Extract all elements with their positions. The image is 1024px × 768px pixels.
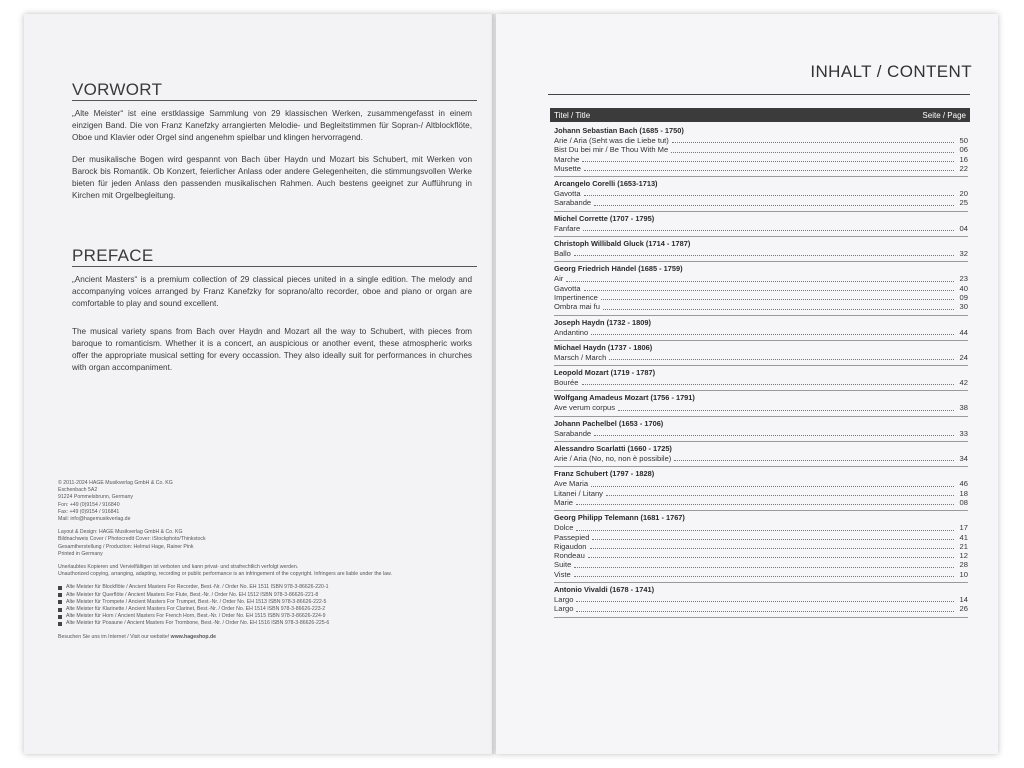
edition-item: [58, 584, 478, 591]
page-number: 30: [959, 302, 968, 312]
piece-title: Dolce: [554, 523, 574, 533]
page-number: 46: [959, 479, 968, 489]
piece-title: Viste: [554, 569, 571, 579]
bullet-square-icon: [58, 586, 62, 590]
dot-leader: [671, 152, 954, 153]
dot-leader: [584, 290, 954, 291]
page-number: 23: [959, 274, 968, 284]
table-of-contents: [554, 124, 968, 618]
composer-name: Antonio Vivaldi (1678 - 1741): [554, 585, 655, 595]
edition-text: Alte Meister für Querflöte / Ancient Masters For Flute, Best.-Nr. / Order No. EH 1512 ISBN 978-3-86626-221-8: [66, 591, 319, 598]
left-page: [24, 14, 494, 754]
toc-entry: [554, 523, 968, 532]
edition-item: [58, 613, 478, 620]
preface-paragraph-2: The musical variety spans from Bach over Haydn and Mozart all the way to Schubert, with pieces from baroque to romanticism. Whether it is a concert, an auspicious or another event, these atmospheric works offer the appropriate musical setting for every occassion. They also ideally suit for performances in churches with organ accompaniment.: [72, 327, 472, 372]
piece-title: Air: [554, 274, 564, 284]
bullet-square-icon: [58, 608, 62, 612]
bullet-square-icon: [58, 600, 62, 604]
toc-entry: [554, 533, 968, 542]
toc-entry: [554, 189, 968, 198]
composer-block: [554, 391, 968, 416]
toc-entry: [554, 164, 968, 173]
composer-block: [554, 442, 968, 467]
dot-leader: [583, 230, 954, 231]
dot-leader: [672, 142, 954, 143]
composer-block: [554, 124, 968, 177]
toc-entry: [554, 604, 968, 613]
imprint-line: 91224 Pommelsbrunn, Germany: [58, 494, 133, 501]
piece-title: Sarabande: [554, 198, 592, 208]
page-number: 33: [959, 428, 968, 438]
composer-name: Georg Philipp Telemann (1681 - 1767): [554, 513, 685, 523]
edition-text: Alte Meister für Blockflöte / Ancient Masters For Recorder, Best.-Nr. / Order No. EH 1511 ISBN 978-3-86626-220-1: [66, 584, 329, 591]
toc-entry: [554, 302, 968, 311]
page-number: 04: [959, 223, 968, 233]
page-number: 38: [959, 403, 968, 413]
toc-header: [550, 108, 970, 122]
toc-entry: [554, 293, 968, 302]
vorwort-paragraph-2: Der musikalische Bogen wird gespannt von Bach über Haydn und Mozart bis Schubert, mit Werken von Barock bis Romantik. Ob Konzert, feierlicher Anlass oder andere Gelegenheiten, die stimmungsvollen Werke bieten für jeden Anlass den passenden musikalischen Rahmen. Auch bestens geeignet zur Aufführung in Kirchen mit Orgelbegleitung.: [72, 155, 472, 200]
dot-leader: [591, 486, 954, 487]
imprint: [58, 480, 478, 641]
page-number: 40: [959, 283, 968, 293]
page-number: 09: [959, 292, 968, 302]
composer-block: [554, 341, 968, 366]
imprint-line: Printed in Germany: [58, 550, 103, 557]
page-number: 18: [959, 488, 968, 498]
composer-block: [554, 417, 968, 442]
composer-name: Michael Haydn (1737 - 1806): [554, 342, 653, 352]
piece-title: Sarabande: [554, 428, 592, 438]
piece-title: Marie: [554, 497, 573, 507]
composer-block: [554, 177, 968, 212]
page-number: 50: [959, 136, 968, 145]
piece-title: Ombra mai fu: [554, 302, 600, 312]
page-number: 06: [959, 145, 968, 155]
piece-title: Gavotta: [554, 189, 581, 199]
composer-block: [554, 583, 968, 618]
page-number: 32: [959, 249, 968, 259]
composer-block: [554, 212, 968, 237]
bullet-square-icon: [58, 622, 62, 626]
composer-name: Joseph Haydn (1732 - 1809): [554, 317, 651, 327]
piece-title: Ballo: [554, 249, 571, 259]
contents-rule: [548, 94, 970, 95]
dot-leader: [591, 334, 954, 335]
dot-leader: [603, 309, 954, 310]
page-number: 12: [959, 551, 968, 561]
piece-title: Rondeau: [554, 551, 585, 561]
preface-paragraph-1: „Ancient Masters“ is a premium collection of 29 classical pieces united in a single edition. The melody and accompanying voices arranged by Franz Kanefzky for soprano/alto recorder, oboe and piano or organ are comfortable to play and sound excellent.: [72, 275, 472, 308]
page-number: 34: [959, 454, 968, 464]
page-number: 20: [959, 189, 968, 199]
toc-entry: [554, 498, 968, 507]
imprint-line: © 2011-2024 HAGE Musikverlag GmbH & Co. KG: [58, 480, 173, 486]
toc-header-title: Titel / Title: [554, 110, 591, 120]
edition-text: Alte Meister für Posaune / Ancient Masters For Trombone, Best.-Nr. / Order No. EH 1516 ISBN 978-3-86626-225-6: [66, 620, 330, 627]
page-number: 42: [959, 378, 968, 388]
composer-name: Johann Sebastian Bach (1685 - 1750): [554, 126, 684, 135]
edition-item: [58, 592, 478, 599]
imprint-line: Eschenbach 5A2: [58, 487, 98, 494]
piece-title: Bourée: [554, 378, 579, 388]
toc-entry: [554, 328, 968, 337]
composer-block: [554, 237, 968, 262]
dot-leader: [582, 161, 954, 162]
dot-leader: [606, 495, 954, 496]
piece-title: Ave Maria: [554, 479, 589, 489]
dot-leader: [584, 195, 954, 196]
piece-title: Impertinence: [554, 292, 598, 302]
piece-title: Andantino: [554, 327, 589, 337]
composer-block: [554, 366, 968, 391]
toc-entry: [554, 570, 968, 579]
visit-text: Besuchen Sie uns im Internet / Visit our website!: [58, 633, 170, 640]
page-number: 44: [959, 327, 968, 337]
dot-leader: [588, 557, 954, 558]
imprint-line: Mail: info@hagemusikverlag.de: [58, 516, 131, 523]
dot-leader: [594, 435, 954, 436]
page-number: 25: [959, 198, 968, 208]
toc-entry: [554, 560, 968, 569]
composer-name: Alessandro Scarlatti (1660 - 1725): [554, 444, 672, 454]
dot-leader: [618, 410, 954, 411]
vorwort-paragraph-1: „Alte Meister“ ist eine erstklassige Sammlung von 29 klassischen Werken, zusammengefasst in einem einzigen Band. Die von Franz Kanefzky arrangierten Melodie- und Begleitstimmen für Sopran-/ Altblockflöte, Oboe und Klavier oder Orgel sind angenehm spielbar und klingen hervorragend.: [72, 109, 472, 142]
dot-leader: [601, 299, 954, 300]
composer-name: Michel Corrette (1707 - 1795): [554, 213, 655, 223]
dot-leader: [594, 205, 954, 206]
composer-block: [554, 262, 968, 315]
dot-leader: [584, 170, 954, 171]
page-number: 24: [959, 352, 968, 362]
piece-title: Passepied: [554, 532, 590, 542]
bullet-square-icon: [58, 615, 62, 619]
piece-title: Arie / Aria (No, no, non è possibile): [554, 454, 672, 464]
bullet-square-icon: [58, 593, 62, 597]
dot-leader: [590, 548, 954, 549]
dot-leader: [574, 567, 954, 568]
toc-entry: [554, 353, 968, 362]
contents-title: INHALT / CONTENT: [810, 62, 972, 81]
dot-leader: [674, 460, 954, 461]
composer-name: Wolfgang Amadeus Mozart (1756 - 1791): [554, 393, 695, 403]
piece-title: Largo: [554, 595, 574, 605]
page-number: 21: [959, 541, 968, 551]
dot-leader: [576, 530, 954, 531]
piece-title: Fanfare: [554, 223, 581, 233]
page-number: 17: [959, 523, 968, 533]
toc-entry: [554, 595, 968, 604]
piece-title: Bist Du bei mir / Be Thou With Me: [554, 145, 669, 155]
piece-title: Rigaudon: [554, 541, 587, 551]
piece-title: Litanei / Litany: [554, 488, 603, 498]
vorwort-title: VORWORT: [72, 80, 163, 99]
dot-leader: [582, 384, 955, 385]
composer-name: Christoph Willibald Gluck (1714 - 1787): [554, 239, 691, 249]
edition-text: Alte Meister für Trompete / Ancient Masters For Trumpet, Best.-Nr. / Order No. EH 1513 ISBN 978-3-86626-222-5: [66, 598, 327, 605]
composer-block: [554, 467, 968, 511]
edition-item: [58, 599, 478, 606]
dot-leader: [576, 601, 954, 602]
page-number: 14: [959, 595, 968, 605]
page-number: 28: [959, 560, 968, 570]
imprint-line: Layout & Design: HAGE Musikverlag GmbH & Co. KG: [58, 529, 183, 536]
page-number: 26: [959, 604, 968, 614]
piece-title: Largo: [554, 604, 574, 614]
toc-entry: [554, 274, 968, 283]
toc-entry: [554, 136, 968, 145]
toc-entry: [554, 249, 968, 258]
toc-entry: [554, 284, 968, 293]
toc-entry: [554, 403, 968, 412]
toc-header-page: Seite / Page: [922, 110, 966, 120]
edition-text: Alte Meister für Klarinette / Ancient Masters For Clarinet, Best.-Nr. / Order No. EH 1514 ISBN 978-3-86626-223-2: [66, 606, 326, 613]
toc-entry: [554, 145, 968, 154]
composer-name: Johann Pachelbel (1653 - 1706): [554, 418, 664, 428]
vorwort-rule: [72, 100, 477, 101]
toc-entry: [554, 542, 968, 551]
composer-name: Leopold Mozart (1719 - 1787): [554, 368, 656, 378]
toc-entry: [554, 454, 968, 463]
composer-block: [554, 511, 968, 583]
edition-item: [58, 620, 478, 627]
toc-entry: [554, 224, 968, 233]
website-link[interactable]: www.hageshop.de: [170, 633, 217, 640]
website-line: [58, 634, 478, 641]
composer-name: Franz Schubert (1797 - 1828): [554, 469, 655, 479]
imprint-line: Gesamtherstellung / Production: Helmut Hage, Rainer Pink: [58, 543, 194, 550]
dot-leader: [574, 255, 954, 256]
composer-name: Arcangelo Corelli (1653-1713): [554, 179, 658, 189]
toc-entry: [554, 489, 968, 498]
dot-leader: [592, 539, 954, 540]
piece-title: Arie / Aria (Seht was die Liebe tut): [554, 136, 669, 145]
legal-line: Unauthorized copying, arranging, adapting, recording or public performance is an infringement of the copyright. Infringers are liable under the law.: [58, 571, 392, 578]
edition-text: Alte Meister für Horn / Ancient Masters For French Horn, Best.-Nr. / Order No. EH 1515 ISBN 978-3-86626-224-9: [66, 613, 326, 620]
right-page: [496, 14, 998, 754]
dot-leader: [576, 504, 954, 505]
page-number: 08: [959, 497, 968, 507]
legal-line: Unerlaubtes Kopieren und Vervielfältigen ist verboten und kann privat- und strafrechtlich verfolgt werden.: [58, 564, 299, 571]
composer-name: Georg Friedrich Händel (1685 - 1759): [554, 264, 683, 274]
toc-entry: [554, 155, 968, 164]
dot-leader: [566, 281, 954, 282]
preface-rule: [72, 266, 477, 267]
toc-entry: [554, 479, 968, 488]
piece-title: Suite: [554, 560, 572, 570]
toc-entry: [554, 551, 968, 560]
toc-entry: [554, 378, 968, 387]
imprint-line: Fax: +49 (0)9154 / 916841: [58, 508, 120, 515]
piece-title: Marsch / March: [554, 352, 607, 362]
piece-title: Musette: [554, 163, 582, 173]
piece-title: Marche: [554, 154, 580, 164]
page-number: 16: [959, 154, 968, 164]
imprint-line: Bildnachweis Cover / Photocredit Cover: iStockphoto/Thinkstock: [58, 536, 206, 543]
dot-leader: [574, 576, 954, 577]
edition-item: [58, 606, 478, 613]
dot-leader: [609, 359, 954, 360]
page-number: 22: [959, 163, 968, 173]
toc-entry: [554, 198, 968, 207]
composer-block: [554, 316, 968, 341]
imprint-line: Fon: +49 (0)9154 / 916840: [58, 501, 120, 508]
toc-entry: [554, 429, 968, 438]
dot-leader: [576, 611, 954, 612]
page-number: 41: [959, 532, 968, 542]
piece-title: Gavotta: [554, 283, 581, 293]
page-number: 10: [959, 569, 968, 579]
preface-title: PREFACE: [72, 246, 154, 265]
piece-title: Ave verum corpus: [554, 403, 616, 413]
